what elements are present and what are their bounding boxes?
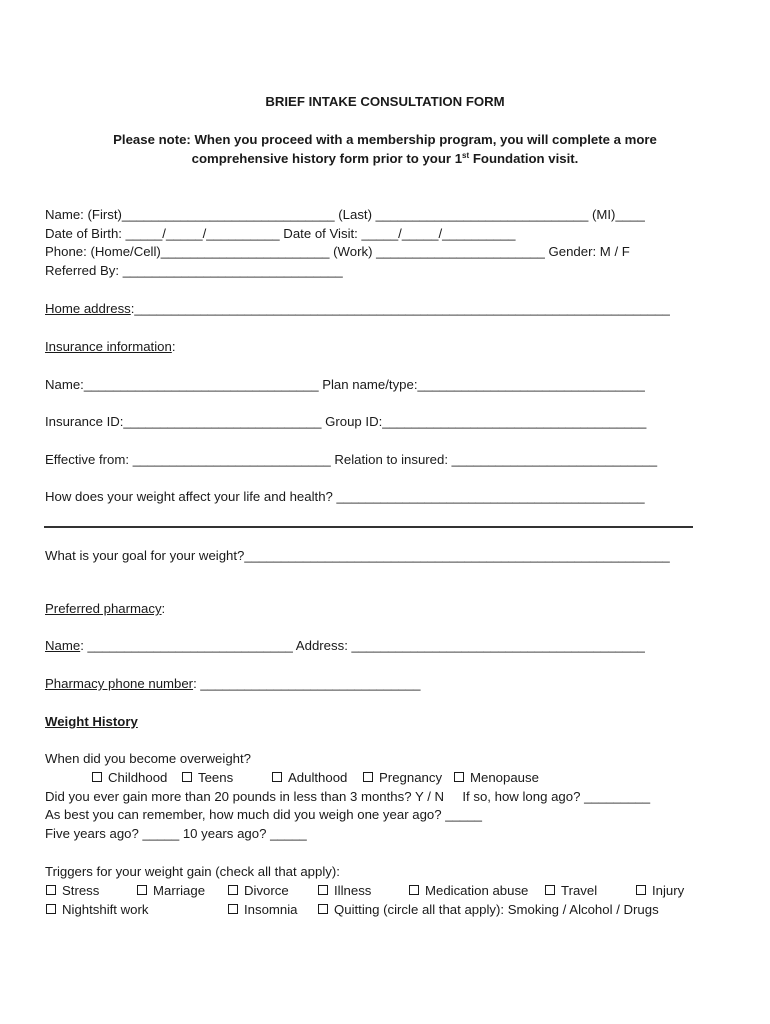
form-title: BRIEF INTAKE CONSULTATION FORM: [265, 94, 505, 109]
checkbox-icon[interactable]: [454, 772, 464, 782]
insurance-heading: Insurance information:: [45, 339, 176, 354]
insurance-id-field-line[interactable]: Insurance ID:___________________________ Group ID:____________________________________: [45, 414, 647, 429]
trigger-nightshift-work[interactable]: Nightshift work: [46, 901, 148, 919]
checkbox-icon[interactable]: [228, 885, 238, 895]
pharmacy-phone-label: Pharmacy phone number: [45, 676, 194, 691]
checkbox-icon[interactable]: [363, 772, 373, 782]
pharmacy-heading: Preferred pharmacy:: [45, 601, 166, 616]
trigger-marriage[interactable]: Marriage: [137, 882, 205, 900]
insurance-effective-field-line[interactable]: Effective from: ___________________________ Relation to insured: ____________________________: [45, 452, 658, 467]
overweight-option-adulthood[interactable]: Adulthood: [272, 769, 347, 787]
note-line-2: comprehensive history form prior to your 1st Foundation visit.: [191, 151, 579, 166]
note-line-1: Please note: When you proceed with a membership program, you will complete a more: [113, 132, 657, 147]
one-year-weight-line[interactable]: As best you can remember, how much did you weigh one year ago? _____: [45, 807, 482, 822]
checkbox-icon[interactable]: [545, 885, 555, 895]
weight-history-heading: Weight History: [45, 714, 138, 729]
five-ten-years-weight-line[interactable]: Five years ago? _____ 10 years ago? _____: [45, 826, 307, 841]
checkbox-icon[interactable]: [318, 885, 328, 895]
checkbox-icon[interactable]: [636, 885, 646, 895]
weight-affect-field-line[interactable]: How does your weight affect your life and health? __________________________________________: [45, 489, 645, 504]
checkbox-icon[interactable]: [182, 772, 192, 782]
checkbox-icon[interactable]: [272, 772, 282, 782]
referred-by-field-line[interactable]: Referred By: ______________________________: [45, 263, 343, 278]
home-address-label: Home address: [45, 301, 131, 316]
checkbox-icon[interactable]: [318, 904, 328, 914]
triggers-question: Triggers for your weight gain (check all that apply):: [45, 864, 340, 879]
pharmacy-name-label: Name: [45, 638, 81, 653]
checkbox-icon[interactable]: [46, 904, 56, 914]
pharmacy-phone-field-line[interactable]: Pharmacy phone number: ______________________________: [45, 676, 421, 691]
trigger-medication-abuse[interactable]: Medication abuse: [409, 882, 528, 900]
section-divider: [44, 526, 693, 528]
overweight-option-teens[interactable]: Teens: [182, 769, 233, 787]
trigger-illness[interactable]: Illness: [318, 882, 371, 900]
overweight-question: When did you become overweight?: [45, 751, 251, 766]
checkbox-icon[interactable]: [137, 885, 147, 895]
name-field-line[interactable]: Name: (First)_____________________________ (Last) _____________________________ (MI)____: [45, 207, 645, 222]
insurance-name-field-line[interactable]: Name:________________________________ Plan name/type:_______________________________: [45, 377, 645, 392]
overweight-option-childhood[interactable]: Childhood: [92, 769, 167, 787]
overweight-option-pregnancy[interactable]: Pregnancy: [363, 769, 442, 787]
checkbox-icon[interactable]: [409, 885, 419, 895]
weight-goal-field-line[interactable]: What is your goal for your weight?__________________________________________________________: [45, 548, 670, 563]
pharmacy-name-field-line[interactable]: Name: ____________________________ Address: ________________________________________: [45, 638, 645, 653]
overweight-option-menopause[interactable]: Menopause: [454, 769, 539, 787]
trigger-injury[interactable]: Injury: [636, 882, 684, 900]
home-address-field-line[interactable]: Home address:_________________________________________________________________________: [45, 301, 670, 316]
dob-field-line[interactable]: Date of Birth: _____/_____/__________ Date of Visit: _____/_____/__________: [45, 226, 516, 241]
trigger-travel[interactable]: Travel: [545, 882, 597, 900]
checkbox-icon[interactable]: [46, 885, 56, 895]
trigger-stress[interactable]: Stress: [46, 882, 99, 900]
rapid-gain-question-line[interactable]: Did you ever gain more than 20 pounds in less than 3 months? Y / N If so, how long ago? _________: [45, 789, 651, 804]
trigger-divorce[interactable]: Divorce: [228, 882, 289, 900]
trigger-quitting[interactable]: Quitting (circle all that apply): Smoking / Alcohol / Drugs: [318, 901, 659, 919]
checkbox-icon[interactable]: [228, 904, 238, 914]
phone-field-line[interactable]: Phone: (Home/Cell)_______________________ (Work) _______________________ Gender: M / F: [45, 244, 630, 259]
checkbox-icon[interactable]: [92, 772, 102, 782]
trigger-insomnia[interactable]: Insomnia: [228, 901, 298, 919]
